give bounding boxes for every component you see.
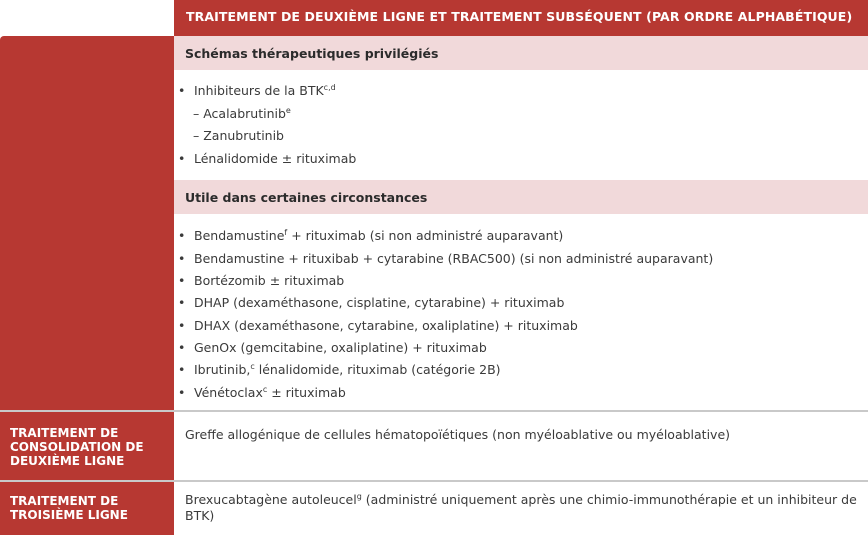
item-text: – Acalabrutinib xyxy=(193,106,286,121)
bullet-icon: • xyxy=(178,151,186,166)
left-label-cell xyxy=(0,36,174,412)
list-item xyxy=(178,362,501,377)
section-heading-preferred: Schémas thérapeutiques privilégiés xyxy=(174,36,868,70)
consolidation-text: Greffe allogénique de cellules hématopoïétiques (non myéloablative ou myéloablative) xyxy=(185,427,731,442)
bullet-icon: • xyxy=(178,295,186,310)
bullet-icon: • xyxy=(178,385,186,400)
row-label-third-line xyxy=(0,482,174,535)
list-subitem xyxy=(193,128,284,143)
item-text: Brexucabtagène autoleucel xyxy=(185,492,357,507)
item-text: Inhibiteurs de la BTK xyxy=(194,83,324,98)
item-text: ± rituximab xyxy=(267,385,346,400)
item-text: DHAX (dexaméthasone, cytarabine, oxaliplatine) + rituximab xyxy=(194,318,578,333)
list-item xyxy=(178,295,564,310)
list-item xyxy=(178,251,713,266)
item-text: Bendamustine + rituxibab + cytarabine (RBAC500) (si non administré auparavant) xyxy=(194,251,714,266)
bullet-icon: • xyxy=(178,83,186,98)
list-item xyxy=(178,83,336,98)
label-line: TROISIÈME LIGNE xyxy=(10,508,128,522)
list-item xyxy=(178,151,356,166)
section-heading-circumstances: Utile dans certaines circonstances xyxy=(174,180,868,214)
item-text: + rituximab (si non administré auparavant) xyxy=(287,228,564,243)
item-text: Bortézomib ± rituximab xyxy=(194,273,345,288)
bullet-icon: • xyxy=(178,362,186,377)
bullet-icon: • xyxy=(178,273,186,288)
footnote-ref: c xyxy=(250,362,255,371)
item-text: Lénalidomide ± rituximab xyxy=(194,151,357,166)
label-line: CONSOLIDATION DE xyxy=(10,440,144,454)
label-line: TRAITEMENT DE xyxy=(10,426,119,440)
item-text: Vénétoclax xyxy=(194,385,263,400)
item-text: – Zanubrutinib xyxy=(193,128,284,143)
item-text: GenOx (gemcitabine, oxaliplatine) + rituximab xyxy=(194,340,487,355)
footnote-ref: c,d xyxy=(323,83,336,92)
row-label-consolidation xyxy=(0,412,174,480)
footnote-ref: c xyxy=(262,385,268,394)
footnote-ref: e xyxy=(285,106,291,115)
footnote-ref: g xyxy=(356,492,362,501)
item-text: DHAP (dexaméthasone, cisplatine, cytarabine) + rituximab xyxy=(194,295,565,310)
table-header: TRAITEMENT DE DEUXIÈME LIGNE ET TRAITEMENT SUBSÉQUENT (PAR ORDRE ALPHABÉTIQUE) xyxy=(174,0,868,36)
item-text: BTK) xyxy=(185,508,215,523)
list-item xyxy=(178,385,346,400)
footnote-ref: f xyxy=(284,228,288,237)
list-item xyxy=(178,273,344,288)
item-text: (administré uniquement après une chimio-immunothérapie et un inhibiteur de xyxy=(361,492,857,507)
bullet-icon: • xyxy=(178,251,186,266)
third-line-text xyxy=(185,492,860,524)
bullet-icon: • xyxy=(178,340,186,355)
bullet-icon: • xyxy=(178,318,186,333)
item-text: Ibrutinib, xyxy=(194,362,251,377)
item-text: lénalidomide, rituximab (catégorie 2B) xyxy=(254,362,501,377)
list-item xyxy=(178,340,487,355)
item-text: Bendamustine xyxy=(194,228,285,243)
list-item xyxy=(178,228,563,243)
list-subitem xyxy=(193,106,291,121)
label-line: DEUXIÈME LIGNE xyxy=(10,454,125,468)
bullet-icon: • xyxy=(178,228,186,243)
list-item xyxy=(178,318,578,333)
label-line: TRAITEMENT DE xyxy=(10,494,119,508)
